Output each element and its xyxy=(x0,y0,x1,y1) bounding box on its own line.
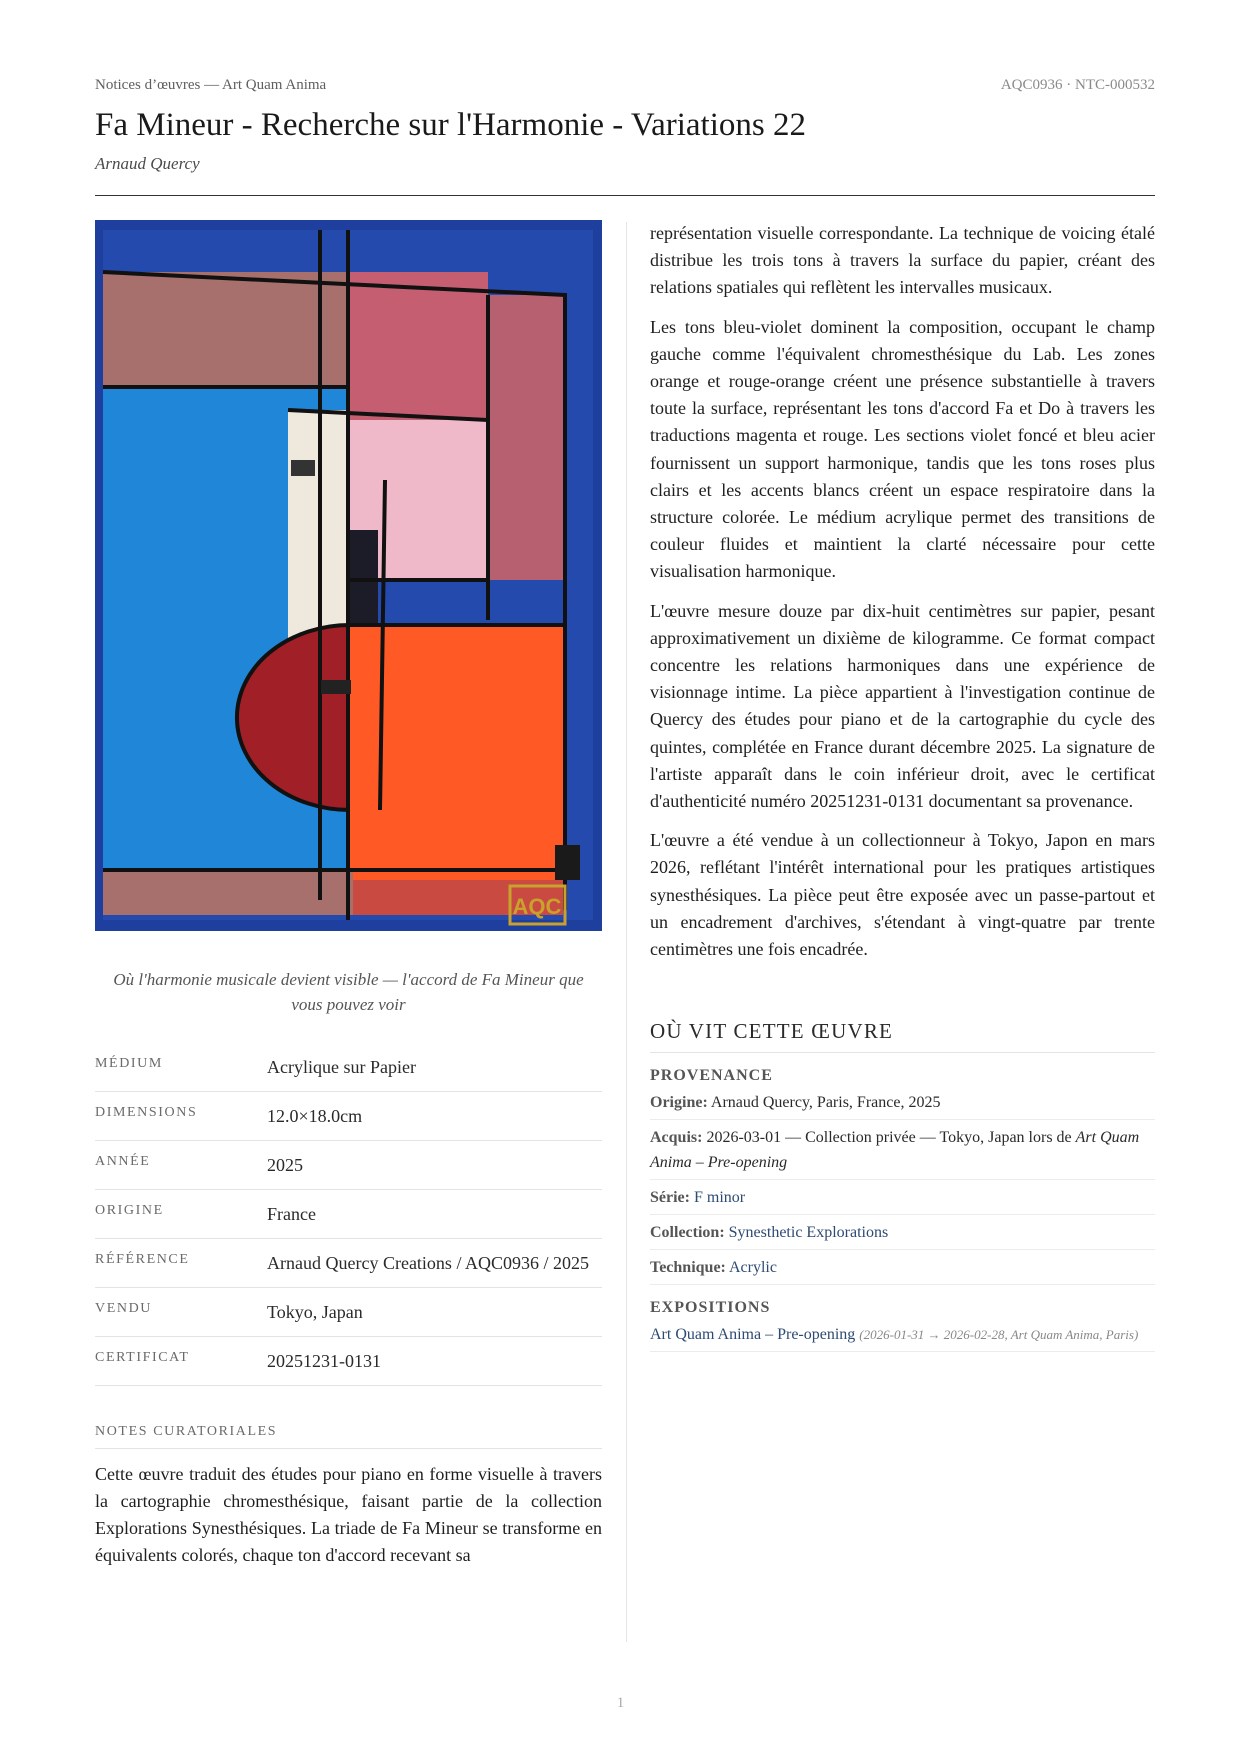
artwork-image xyxy=(95,220,602,931)
meta-key: ORIGINE xyxy=(95,1190,267,1239)
acquired-value: 2026-03-01 — Collection privée — Tokyo, Japan lors de xyxy=(706,1129,1072,1147)
meta-value: 20251231-0131 xyxy=(267,1337,602,1386)
acquired-event: Art Quam Anima – Pre-opening xyxy=(650,1129,1140,1172)
origin-value: Arnaud Quercy, Paris, France, 2025 xyxy=(710,1094,941,1112)
meta-key: RÉFÉRENCE xyxy=(95,1239,267,1288)
provenance-collection xyxy=(650,1215,1155,1250)
series-label: Série: xyxy=(650,1189,690,1207)
page-number: 1 xyxy=(616,1695,625,1711)
technique-label: Technique: xyxy=(650,1259,726,1277)
left-column xyxy=(95,220,602,1569)
meta-value: Arnaud Quercy Creations / AQC0936 / 2025 xyxy=(267,1239,602,1288)
meta-key: MÉDIUM xyxy=(95,1043,267,1092)
meta-value: Tokyo, Japan xyxy=(267,1288,602,1337)
column-divider xyxy=(626,222,627,1642)
exhibition-detail: (2026-01-31 → 2026-02-28, Art Quam Anima, Paris) xyxy=(859,1327,1139,1343)
signature-mark: AQC xyxy=(512,894,562,919)
running-header xyxy=(95,77,1155,94)
reference-codes: AQC0936 · NTC-000532 xyxy=(1000,77,1155,93)
table-row xyxy=(95,1141,602,1190)
exhibition-item xyxy=(650,1317,1155,1352)
meta-value: France xyxy=(267,1190,602,1239)
meta-key: DIMENSIONS xyxy=(95,1092,267,1141)
collection-link[interactable]: Synesthetic Explorations xyxy=(728,1224,889,1242)
body-paragraph: L'œuvre mesure douze par dix-huit centimètres sur papier, pesant approximativement un dixième de kilogramme. Ce format compact concentre les relations harmoniques dans une expérience de visionnage intime. La pièce appartient à l'investigation continue de Quercy des études pour piano et de la cartographie du cycle des quintes, complétée en France durant décembre 2025. La signature de l'artiste apparaît dans le coin inférieur droit, avec le certificat d'authenticité numéro 20251231-0131 documentant sa provenance. xyxy=(650,600,1155,812)
meta-value: 2025 xyxy=(267,1141,602,1190)
provenance-acquired xyxy=(650,1120,1155,1180)
provenance-heading: PROVENANCE xyxy=(650,1067,773,1085)
curatorial-notes-heading: NOTES CURATORIALES xyxy=(95,1424,602,1449)
exhibition-link[interactable]: Art Quam Anima – Pre-opening xyxy=(650,1326,856,1344)
artwork-caption: Où l'harmonie musicale devient visible — l'accord de Fa Mineur que vous pouvez voir xyxy=(113,970,584,1014)
exhibitions-heading: EXPOSITIONS xyxy=(650,1299,771,1317)
technique-link[interactable]: Acrylic xyxy=(729,1259,777,1277)
table-row xyxy=(95,1239,602,1288)
provenance-series xyxy=(650,1180,1155,1215)
table-row xyxy=(95,1043,602,1092)
meta-key: CERTIFICAT xyxy=(95,1337,267,1386)
provenance-origin xyxy=(650,1085,1155,1120)
provenance-technique xyxy=(650,1250,1155,1285)
collection-label: Collection: xyxy=(650,1224,725,1242)
table-row xyxy=(95,1190,602,1239)
meta-value: Acrylique sur Papier xyxy=(267,1043,602,1092)
meta-key: VENDU xyxy=(95,1288,267,1337)
acquired-label: Acquis: xyxy=(650,1129,703,1147)
document-page xyxy=(95,0,1155,1754)
where-heading: OÙ VIT CETTE ŒUVRE xyxy=(650,1019,1155,1053)
body-paragraph: Les tons bleu-violet dominent la composition, occupant le champ gauche comme l'équivalent chromesthésique du Lab. Les zones orange et rouge-orange créent une présence substantielle à travers toute la surface, représentant les tons d'accord Fa et Do à travers les traductions magenta et rouge. Les sections violet foncé et bleu acier fournissent un support harmonique, tandis que les tons roses plus clairs et les accents blancs créent un espace respiratoire dans la structure colorée. Le médium acrylique permet des transitions de couleur fluides et maintient la clarté nécessaire pour cette visualisation harmonique. xyxy=(650,316,1155,582)
meta-value: 12.0×18.0cm xyxy=(267,1092,602,1141)
table-row xyxy=(95,1337,602,1386)
origin-label: Origine: xyxy=(650,1094,708,1112)
table-row xyxy=(95,1288,602,1337)
body-paragraph: L'œuvre a été vendue à un collectionneur à Tokyo, Japon en mars 2026, reflétant l'intérêt international pour les pratiques artistiques synesthésiques. La pièce peut être exposée avec un passe-partout et un encadrement d'archives, s'étendant à vingt-quatre par trente centimètres une fois encadrée. xyxy=(650,830,1155,960)
metadata-table xyxy=(95,1043,602,1386)
series-link[interactable]: F minor xyxy=(693,1189,746,1207)
artwork-title: Fa Mineur - Recherche sur l'Harmonie - Variations 22 xyxy=(95,107,806,143)
curatorial-notes-text: Cette œuvre traduit des études pour piano en forme visuelle à travers la cartographie chromesthésique, faisant partie de la collection Explorations Synesthésiques. La triade de Fa Mineur se transforme en équivalents colorés, chaque ton d'accord recevant sa xyxy=(95,1464,602,1565)
right-column xyxy=(650,220,1155,1352)
publication-name: Notices d’œuvres — Art Quam Anima xyxy=(95,77,327,93)
table-row xyxy=(95,1092,602,1141)
body-paragraph: représentation visuelle correspondante. La technique de voicing étalé distribue les trois tons à travers la surface du papier, créant des relations spatiales qui reflètent les intervalles musicaux. xyxy=(650,223,1155,298)
header-rule xyxy=(95,195,1155,196)
artist-name: Arnaud Quercy xyxy=(95,154,200,173)
meta-key: ANNÉE xyxy=(95,1141,267,1190)
